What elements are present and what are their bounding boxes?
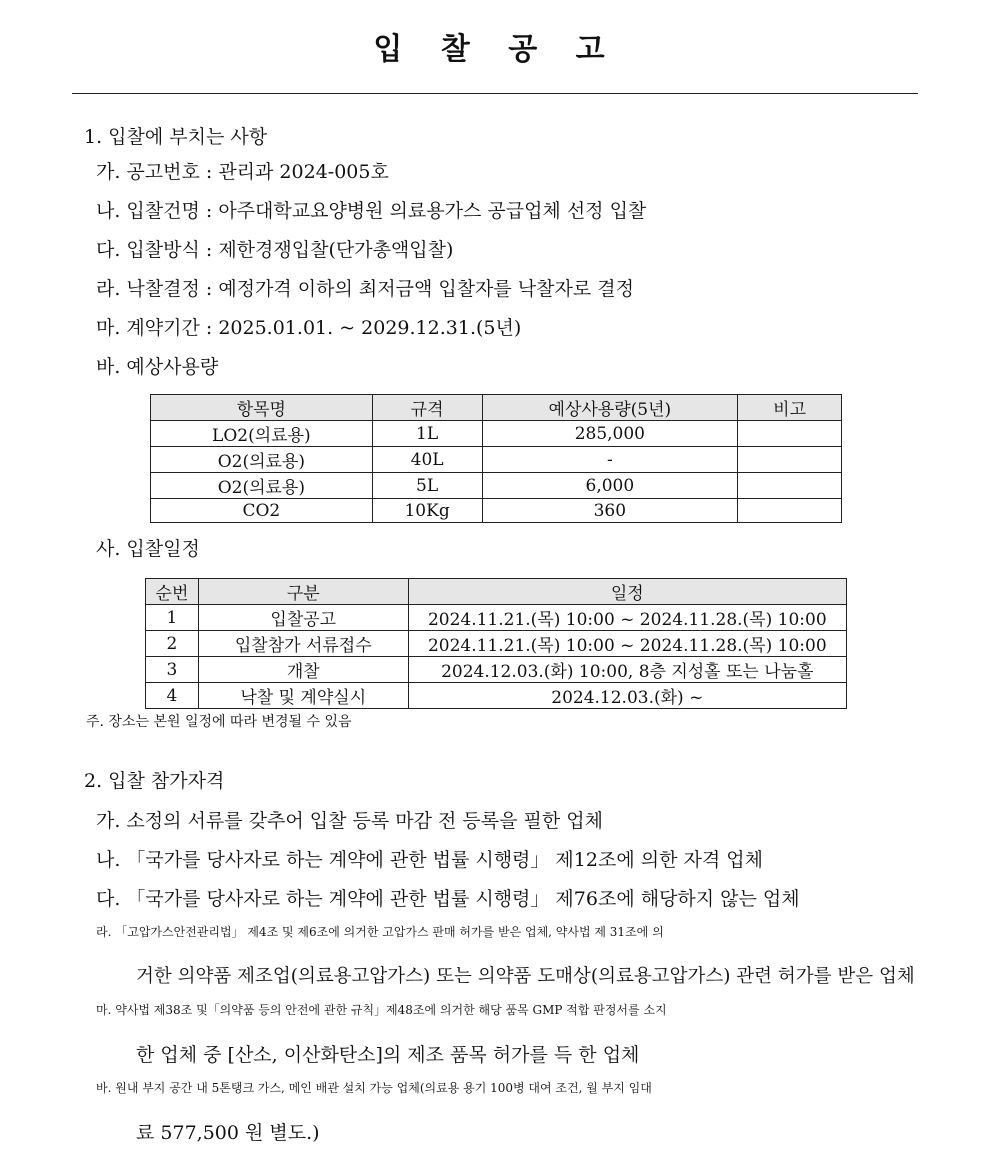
header-item-name: 항목명 <box>151 395 373 421</box>
cell-category: 개찰 <box>198 657 408 683</box>
qualification-ba: 바. 원내 부지 공간 내 5톤탱크 가스, 메인 배관 설치 가능 업체(의료용 용기 100병 대여 조건, 월 부지 임대 <box>96 1081 652 1095</box>
cell-schedule: 2024.12.03.(화) ~ <box>408 683 846 709</box>
schedule-note: 주. 장소는 본원 일정에 따라 변경될 수 있음 <box>86 714 352 730</box>
table-row <box>146 657 847 683</box>
header-usage: 예상사용량(5년) <box>482 395 738 421</box>
bid-title: 나. 입찰건명 : 아주대학교요양병원 의료용가스 공급업체 선정 입찰 <box>96 200 647 222</box>
cell-usage: 360 <box>482 499 738 523</box>
table-row <box>146 605 847 631</box>
bid-method: 다. 입찰방식 : 제한경쟁입찰(단가총액입찰) <box>96 239 454 261</box>
qualification-na: 나. 「국가를 당사자로 하는 계약에 관한 법률 시행령」 제12조에 의한 자격 업체 <box>96 849 763 871</box>
qualification-ba-cont: 료 577,500 원 별도.) <box>136 1122 320 1144</box>
qualification-ra: 라. 「고압가스안전관리법」 제4조 및 제6조에 의거한 고압가스 판매 허가를 받은 업체, 약사법 제 31조에 의 <box>96 925 664 939</box>
qualification-ma-cont: 한 업체 중 [산소, 이산화탄소]의 제조 품목 허가를 득 한 업체 <box>136 1044 640 1066</box>
table-row <box>151 421 842 447</box>
usage-heading: 바. 예상사용량 <box>96 356 219 378</box>
qualification-ma: 마. 약사법 제38조 및「의약품 등의 안전에 관한 규칙」제48조에 의거한 해당 품목 GMP 적합 판정서를 소지 <box>96 1003 667 1017</box>
cell-category: 낙찰 및 계약실시 <box>198 683 408 709</box>
cell-usage: - <box>482 447 738 473</box>
page-title: 입 찰 공 고 <box>373 32 619 67</box>
table-row <box>146 631 847 657</box>
cell-spec: 1L <box>372 421 482 447</box>
qualification-ra-cont: 거한 의약품 제조업(의료용고압가스) 또는 의약품 도매상(의료용고압가스) 관련 허가를 받은 업체 <box>136 966 915 987</box>
award-decision: 라. 낙찰결정 : 예정가격 이하의 최저금액 입찰자를 낙찰자로 결정 <box>96 278 634 300</box>
header-spec: 규격 <box>372 395 482 421</box>
cell-seq: 4 <box>146 683 199 709</box>
header-category: 구분 <box>198 579 408 605</box>
cell-category: 입찰공고 <box>198 605 408 631</box>
cell-remark <box>738 447 842 473</box>
notice-number: 가. 공고번호 : 관리과 2024-005호 <box>96 161 389 183</box>
cell-item-name: CO2 <box>151 499 373 523</box>
schedule-heading: 사. 입찰일정 <box>96 538 200 560</box>
title-divider <box>72 93 918 94</box>
usage-table <box>150 394 842 523</box>
header-seq: 순번 <box>146 579 199 605</box>
schedule-table <box>145 578 847 709</box>
cell-usage: 285,000 <box>482 421 738 447</box>
cell-usage: 6,000 <box>482 473 738 499</box>
table-row <box>151 499 842 523</box>
cell-spec: 10Kg <box>372 499 482 523</box>
qualification-da: 다. 「국가를 당사자로 하는 계약에 관한 법률 시행령」 제76조에 해당하지 않는 업체 <box>96 888 800 910</box>
cell-item-name: O2(의료용) <box>151 473 373 499</box>
cell-seq: 1 <box>146 605 199 631</box>
cell-remark <box>738 421 842 447</box>
cell-item-name: LO2(의료용) <box>151 421 373 447</box>
cell-spec: 40L <box>372 447 482 473</box>
cell-remark <box>738 499 842 523</box>
cell-spec: 5L <box>372 473 482 499</box>
table-header-row <box>146 579 847 605</box>
cell-category: 입찰참가 서류접수 <box>198 631 408 657</box>
contract-period: 마. 계약기간 : 2025.01.01. ~ 2029.12.31.(5년) <box>96 317 522 339</box>
table-row <box>151 447 842 473</box>
cell-remark <box>738 473 842 499</box>
section2-heading: 2. 입찰 참가자격 <box>84 770 225 792</box>
header-remark: 비고 <box>738 395 842 421</box>
table-header-row <box>151 395 842 421</box>
qualification-ga: 가. 소정의 서류를 갖추어 입찰 등록 마감 전 등록을 필한 업체 <box>96 810 603 832</box>
table-row <box>146 683 847 709</box>
cell-seq: 3 <box>146 657 199 683</box>
cell-seq: 2 <box>146 631 199 657</box>
table-row <box>151 473 842 499</box>
header-schedule: 일정 <box>408 579 846 605</box>
cell-item-name: O2(의료용) <box>151 447 373 473</box>
cell-schedule: 2024.11.21.(목) 10:00 ~ 2024.11.28.(목) 10:00 <box>408 631 846 657</box>
section1-heading: 1. 입찰에 부치는 사항 <box>84 126 268 148</box>
cell-schedule: 2024.12.03.(화) 10:00, 8층 지성홀 또는 나눔홀 <box>408 657 846 683</box>
cell-schedule: 2024.11.21.(목) 10:00 ~ 2024.11.28.(목) 10:00 <box>408 605 846 631</box>
